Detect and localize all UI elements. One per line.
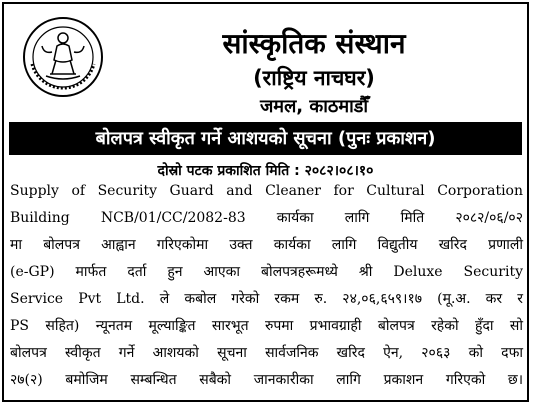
body-line: बोलपत्र स्वीकृत गर्ने आशयको सूचना सार्वजनिक खरिद ऐन, २०६३ को दफा xyxy=(10,345,523,361)
body-line: Building NCB/01/CC/2082-83 कार्यका लागि मिति २०८२/०६/०२ xyxy=(10,210,523,226)
body-line: PS सहित) न्यूनतम मूल्याङ्कित सारभूत रुपमा प्रभावग्राही बोलपत्र रहेको हुँदा सो xyxy=(10,318,523,334)
body-line: Supply of Security Guard and Cleaner for Cultural Corporation xyxy=(10,183,523,199)
publication-date: दोस्रो पटक प्रकाशित मिति : २०८२।०८।१० xyxy=(157,163,374,179)
body-line: Service Pvt Ltd. ले कबोल गरेको रकम रु. २४,०६,६५९।१७ (मू.अ. कर र xyxy=(10,291,523,307)
organization-location: जमल, काठमाडौँ xyxy=(259,96,369,117)
body-line: मा बोलपत्र आह्वान गरिएकोमा उक्त कार्यका लागि विद्युतीय खरिद प्रणाली xyxy=(10,237,523,253)
emblem-seal-icon xyxy=(22,16,104,98)
body-line: २७(२) बमोजिम सम्बन्धित सबैको जानकारीका लागि प्रकाशन गरिएको छ। xyxy=(10,372,523,388)
notice-banner: बोलपत्र स्वीकृत गर्ने आशयको सूचना (पुनः प्रकाशन) xyxy=(9,122,522,155)
organization-subtitle: (राष्ट्रिय नाचघर) xyxy=(253,66,375,90)
notice-body xyxy=(10,178,523,394)
notice-frame xyxy=(2,2,529,402)
body-line: (e-GP) मार्फत दर्ता हुन आएका बोलपत्रहरूमध्ये श्री Deluxe Security xyxy=(10,264,523,280)
organization-title: सांस्कृतिक संस्थान xyxy=(222,27,406,60)
